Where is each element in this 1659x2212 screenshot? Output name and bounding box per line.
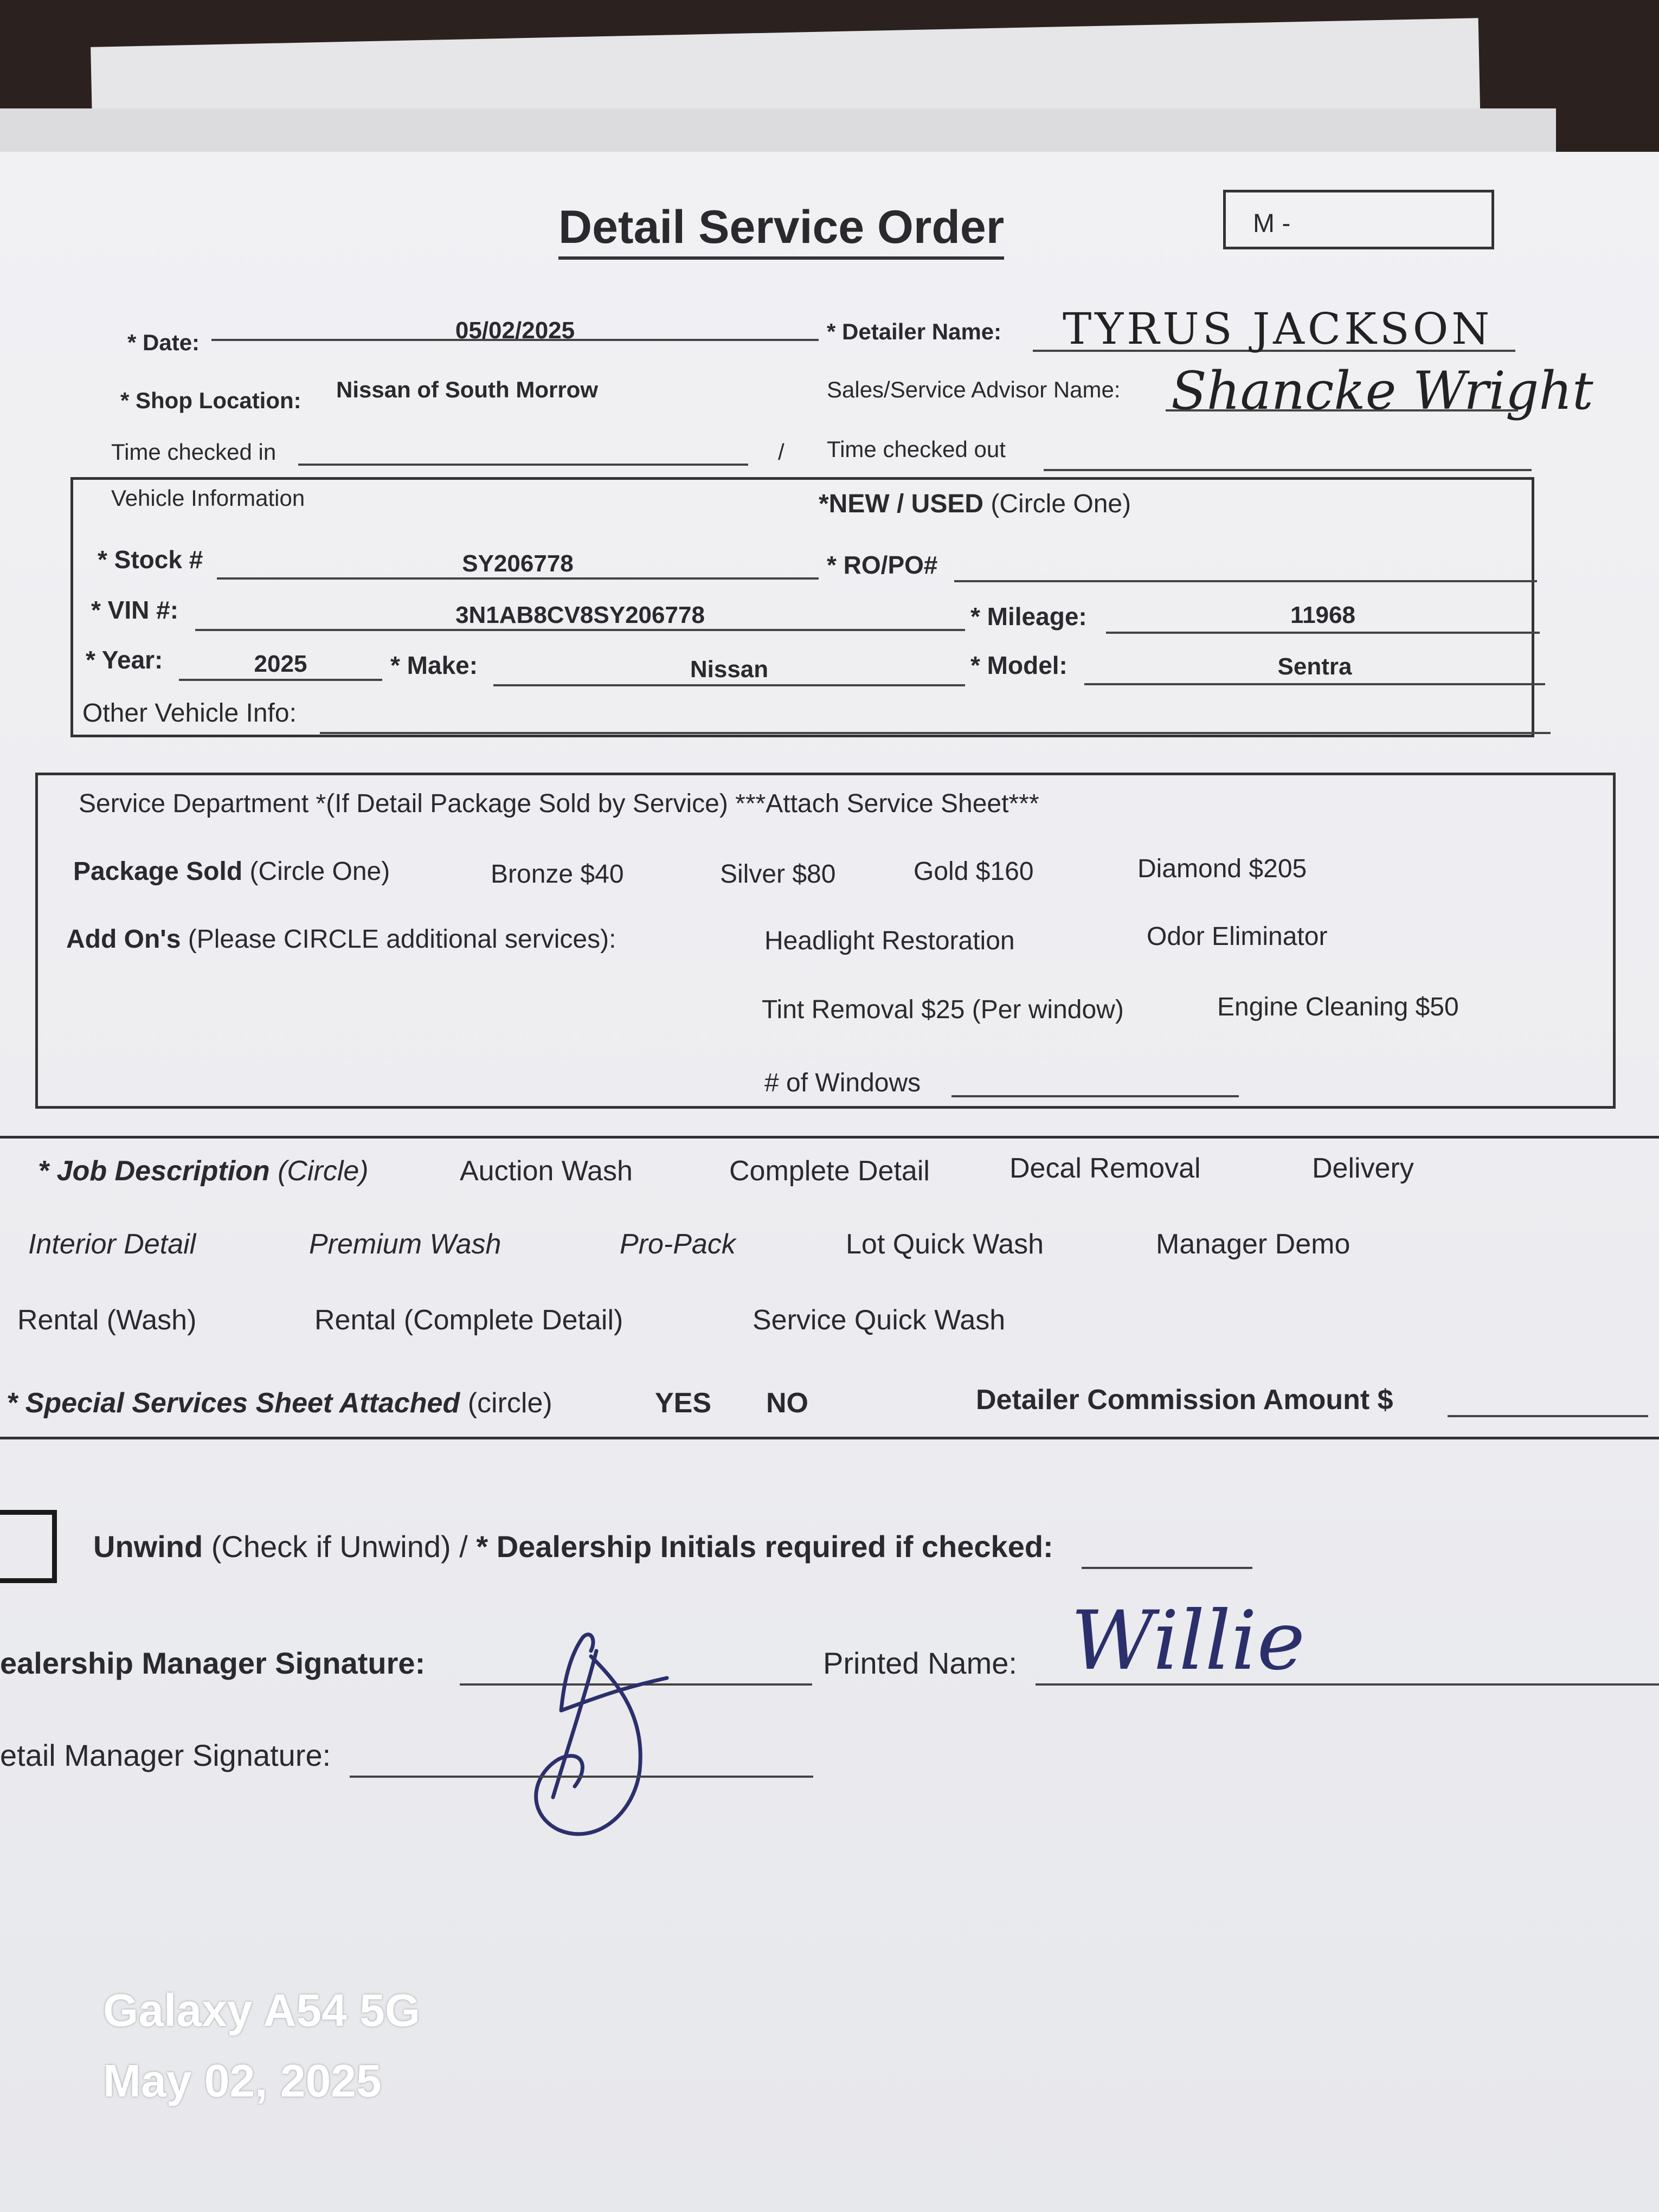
windows-count-line [951, 1095, 1239, 1097]
unwind-checkbox[interactable] [0, 1510, 57, 1583]
time-out-label: Time checked out [827, 436, 1006, 462]
detailer-name-label: * Detailer Name: [827, 319, 1002, 344]
unwind-hint: (Check if Unwind) / [211, 1529, 468, 1564]
detailer-commission-label: Detailer Commission Amount $ [976, 1384, 1393, 1416]
vin-line [195, 629, 965, 631]
special-services-hint: (circle) [467, 1387, 552, 1419]
job-option[interactable]: Auction Wash [460, 1155, 633, 1187]
job-option[interactable]: Rental (Wash) [17, 1304, 197, 1336]
time-slash: / [778, 439, 785, 465]
job-option[interactable]: Rental (Complete Detail) [314, 1304, 623, 1336]
package-option[interactable]: Silver $80 [720, 860, 836, 889]
package-option[interactable]: Diamond $205 [1137, 854, 1307, 883]
special-services-no[interactable]: NO [766, 1387, 808, 1419]
time-out-line [1044, 469, 1532, 471]
new-used-field [819, 489, 1131, 519]
vehicle-section-label: Vehicle Information [111, 485, 305, 511]
time-in-label: Time checked in [111, 439, 276, 465]
mileage-line [1106, 632, 1540, 634]
add-ons-label: Add On's [66, 925, 181, 954]
mileage-value: 11968 [1290, 602, 1355, 628]
add-on-option[interactable]: Headlight Restoration [764, 927, 1015, 955]
add-on-option[interactable]: Engine Cleaning $50 [1217, 993, 1459, 1021]
special-services-yes[interactable]: YES [655, 1387, 712, 1419]
add-on-option[interactable]: Odor Eliminator [1147, 922, 1328, 951]
detail-manager-signature-label: etail Manager Signature: [0, 1738, 331, 1772]
ro-po-label: * RO/PO# [827, 551, 938, 579]
year-label: * Year: [86, 646, 163, 674]
job-option[interactable]: Decal Removal [1009, 1153, 1201, 1184]
year-line [179, 679, 382, 681]
advisor-name-label: Sales/Service Advisor Name: [827, 377, 1121, 402]
unwind-initials-label: * Dealership Initials required if checked: [476, 1529, 1053, 1564]
detailer-name-value: TYRUS JACKSON [1063, 304, 1493, 354]
ro-po-line [954, 580, 1537, 582]
camera-device-stamp: Galaxy A54 5G [103, 1985, 421, 2036]
model-label: * Model: [970, 651, 1068, 679]
stock-value: SY206778 [462, 550, 574, 577]
make-value: Nissan [690, 656, 769, 683]
order-number-box: M - [1223, 190, 1494, 249]
job-option[interactable]: Interior Detail [28, 1229, 196, 1260]
add-on-option[interactable]: Tint Removal $25 (Per window) [762, 995, 1124, 1024]
year-value: 2025 [254, 651, 307, 677]
special-services-label: * Special Services Sheet Attached [7, 1387, 460, 1419]
new-used-label: *NEW / USED [819, 490, 984, 518]
vin-label: * VIN #: [91, 596, 179, 624]
printed-name-value: Willie [1071, 1594, 1306, 1688]
service-department-header: Service Department *(If Detail Package Sold by Service) ***Attach Service Sheet*** [79, 789, 1039, 818]
job-option[interactable]: Premium Wash [309, 1229, 501, 1260]
shop-location-label: * Shop Location: [120, 388, 301, 413]
date-label: * Date: [127, 330, 200, 355]
job-description-label: * Job Description [38, 1155, 270, 1187]
shop-location-value: Nissan of South Morrow [336, 377, 598, 402]
package-sold-hint: (Circle One) [249, 857, 390, 886]
add-ons-field [66, 924, 616, 954]
windows-count-label: # of Windows [764, 1069, 921, 1097]
job-option[interactable]: Lot Quick Wash [846, 1229, 1044, 1260]
detail-service-order-form [0, 152, 1659, 2212]
other-vehicle-info-line [320, 732, 1551, 734]
detail-manager-signature-line [350, 1776, 813, 1778]
job-option[interactable]: Manager Demo [1156, 1229, 1351, 1260]
make-label: * Make: [390, 651, 478, 679]
job-option[interactable]: Pro-Pack [620, 1229, 736, 1260]
unwind-field [93, 1529, 1053, 1564]
camera-date-stamp: May 02, 2025 [103, 2055, 382, 2106]
dealership-manager-signature-label: ealership Manager Signature: [0, 1646, 426, 1680]
printed-name-label: Printed Name: [823, 1646, 1017, 1680]
form-title: Detail Service Order [558, 201, 1004, 260]
package-sold-label: Package Sold [73, 857, 243, 886]
unwind-initials-line [1082, 1567, 1252, 1569]
package-option[interactable]: Bronze $40 [491, 860, 624, 889]
stock-label: * Stock # [98, 545, 203, 574]
date-value: 05/02/2025 [455, 317, 575, 344]
unwind-label: Unwind [93, 1529, 203, 1564]
detailer-commission-line [1448, 1415, 1648, 1417]
advisor-name-value: Shancke Wright [1171, 361, 1593, 421]
job-description-hint: (Circle) [278, 1155, 369, 1187]
model-line [1084, 683, 1545, 685]
package-option[interactable]: Gold $160 [914, 857, 1034, 886]
job-option[interactable]: Service Quick Wash [753, 1304, 1006, 1336]
new-used-hint: (Circle One) [991, 490, 1131, 518]
make-line [493, 684, 965, 686]
stock-line [217, 577, 819, 580]
package-sold-field [73, 857, 390, 886]
other-vehicle-info-label: Other Vehicle Info: [82, 699, 297, 728]
mileage-label: * Mileage: [970, 602, 1087, 631]
time-in-line [298, 464, 748, 466]
model-value: Sentra [1277, 653, 1352, 680]
special-services-field [7, 1387, 552, 1419]
job-option[interactable]: Complete Detail [729, 1155, 930, 1187]
add-ons-hint: (Please CIRCLE additional services): [188, 925, 616, 954]
job-option[interactable]: Delivery [1312, 1153, 1414, 1184]
job-description-field [38, 1155, 369, 1187]
vin-value: 3N1AB8CV8SY206778 [455, 602, 705, 628]
dealership-manager-signature [510, 1618, 689, 1846]
